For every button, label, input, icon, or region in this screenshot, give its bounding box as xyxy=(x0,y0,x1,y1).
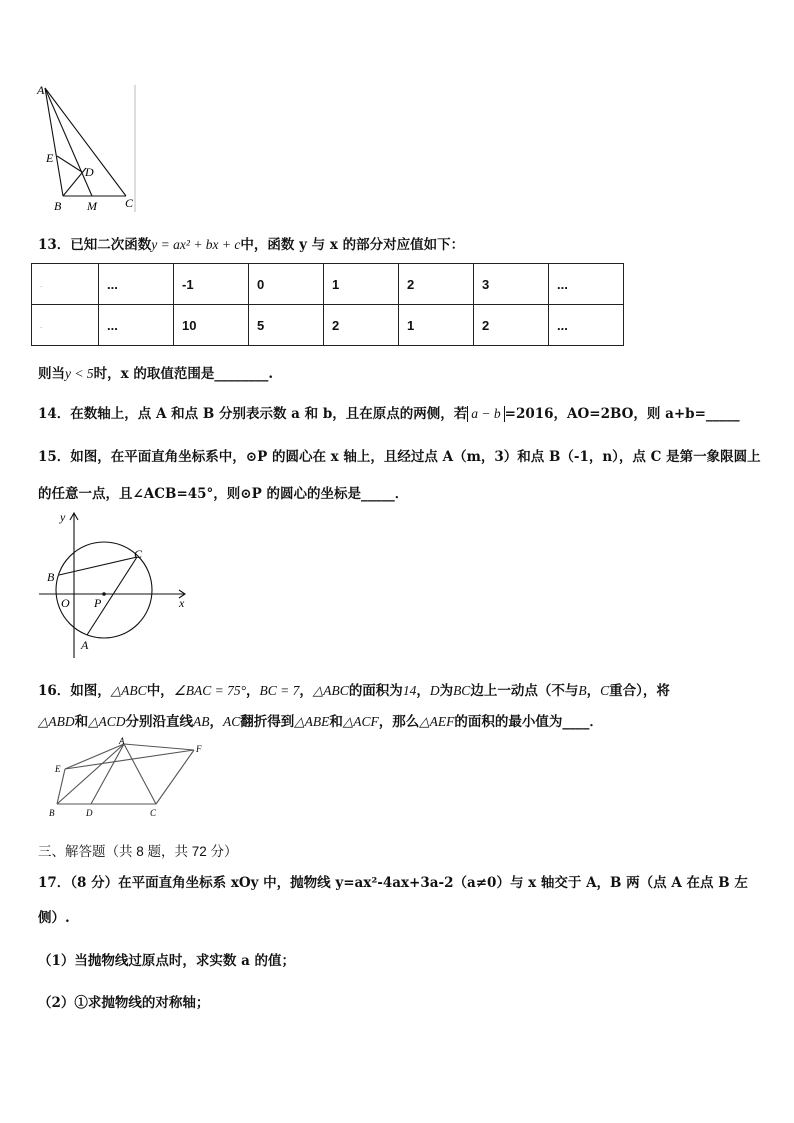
question-13-answer: 则当y < 5时，x 的取值范围是________. xyxy=(38,366,274,382)
question-14: 14．在数轴上，点 A 和点 B 分别表示数 a 和 b，且在原点的两侧，若 a − b =2016，AO=2BO，则 a+b=_____ xyxy=(38,406,740,422)
table-cell: 5 xyxy=(249,305,324,346)
table-cell: 2 xyxy=(399,264,474,305)
table-cell: 3 xyxy=(474,264,549,305)
label-c: C xyxy=(134,547,143,561)
absolute-value-expr: a − b xyxy=(467,406,504,422)
label-b: B xyxy=(47,570,55,584)
label-e: E xyxy=(46,151,54,165)
question-17-part-2: （2）①求抛物线的对称轴； xyxy=(38,995,210,1011)
table-cell: . xyxy=(32,264,99,305)
question-17-line-1: 17．（8 分）在平面直角坐标系 xOy 中，抛物线 y=ax²-4ax+3a-2（a≠0）与 x 轴交于 A，B 两（点 A 在点 B 左 xyxy=(38,875,748,891)
question-16-line-2: △ABD和△ACD分别沿直线AB，AC翻折得到△ABE和△ACF，那么△AEF的面积的最小值为____． xyxy=(38,714,603,730)
table-cell: 1 xyxy=(399,305,474,346)
table-row xyxy=(32,264,624,305)
table-cell: ... xyxy=(99,305,174,346)
inequality-formula: y < 5 xyxy=(65,366,94,381)
label-m: M xyxy=(87,199,97,213)
table-cell: 0 xyxy=(249,264,324,305)
question-17-line-2: 侧）. xyxy=(38,910,70,926)
label-b: B xyxy=(54,199,62,213)
label-a: A xyxy=(37,83,45,97)
table-cell: 2 xyxy=(324,305,399,346)
label-c: C xyxy=(125,196,134,210)
table-cell: . xyxy=(32,305,99,346)
question-15-line-1: 15．如图，在平面直角坐标系中，⊙P 的圆心在 x 轴上，且经过点 A（m，3）和点 B（-1，n），点 C 是第一象限圆上 xyxy=(38,449,761,465)
circle-figure-q15 xyxy=(34,508,194,660)
table-cell: ... xyxy=(549,264,624,305)
table-row xyxy=(32,305,624,346)
label-c: C xyxy=(150,808,157,818)
label-e: E xyxy=(55,764,61,774)
label-a: A xyxy=(81,638,89,652)
quadratic-formula: y = ax² + bx + c xyxy=(151,237,241,252)
label-p: P xyxy=(94,596,102,610)
label-o: O xyxy=(61,596,70,610)
fold-figure-q16 xyxy=(44,736,214,822)
label-b: B xyxy=(49,808,55,818)
label-a: A xyxy=(119,736,125,746)
table-cell: 2 xyxy=(474,305,549,346)
question-16-line-1: 16．如图，△ABC中，∠BAC = 75°，BC = 7，△ABC的面积为14，D为BC边上一动点（不与B，C重合），将 xyxy=(38,683,670,699)
question-17-part-1: （1）当抛物线过原点时，求实数 a 的值； xyxy=(38,953,296,969)
question-13-stem: 13．已知二次函数y = ax² + bx + c中，函数 y 与 x 的部分对应值如下： xyxy=(38,237,465,253)
value-table xyxy=(31,263,624,346)
table-cell: ... xyxy=(549,305,624,346)
question-15-line-2: 的任意一点，且∠ACB=45°，则⊙P 的圆心的坐标是_____． xyxy=(38,486,409,502)
table-cell: ... xyxy=(99,264,174,305)
label-y: y xyxy=(60,510,66,524)
table-cell: -1 xyxy=(174,264,249,305)
label-d: D xyxy=(86,808,93,818)
triangle-figure-q12 xyxy=(34,82,144,217)
label-x: x xyxy=(179,596,185,610)
label-f: F xyxy=(196,744,202,754)
section-3-title: 三、解答题（共 8 题，共 72 分） xyxy=(38,844,238,859)
label-d: D xyxy=(85,165,94,179)
table-cell: 10 xyxy=(174,305,249,346)
table-cell: 1 xyxy=(324,264,399,305)
